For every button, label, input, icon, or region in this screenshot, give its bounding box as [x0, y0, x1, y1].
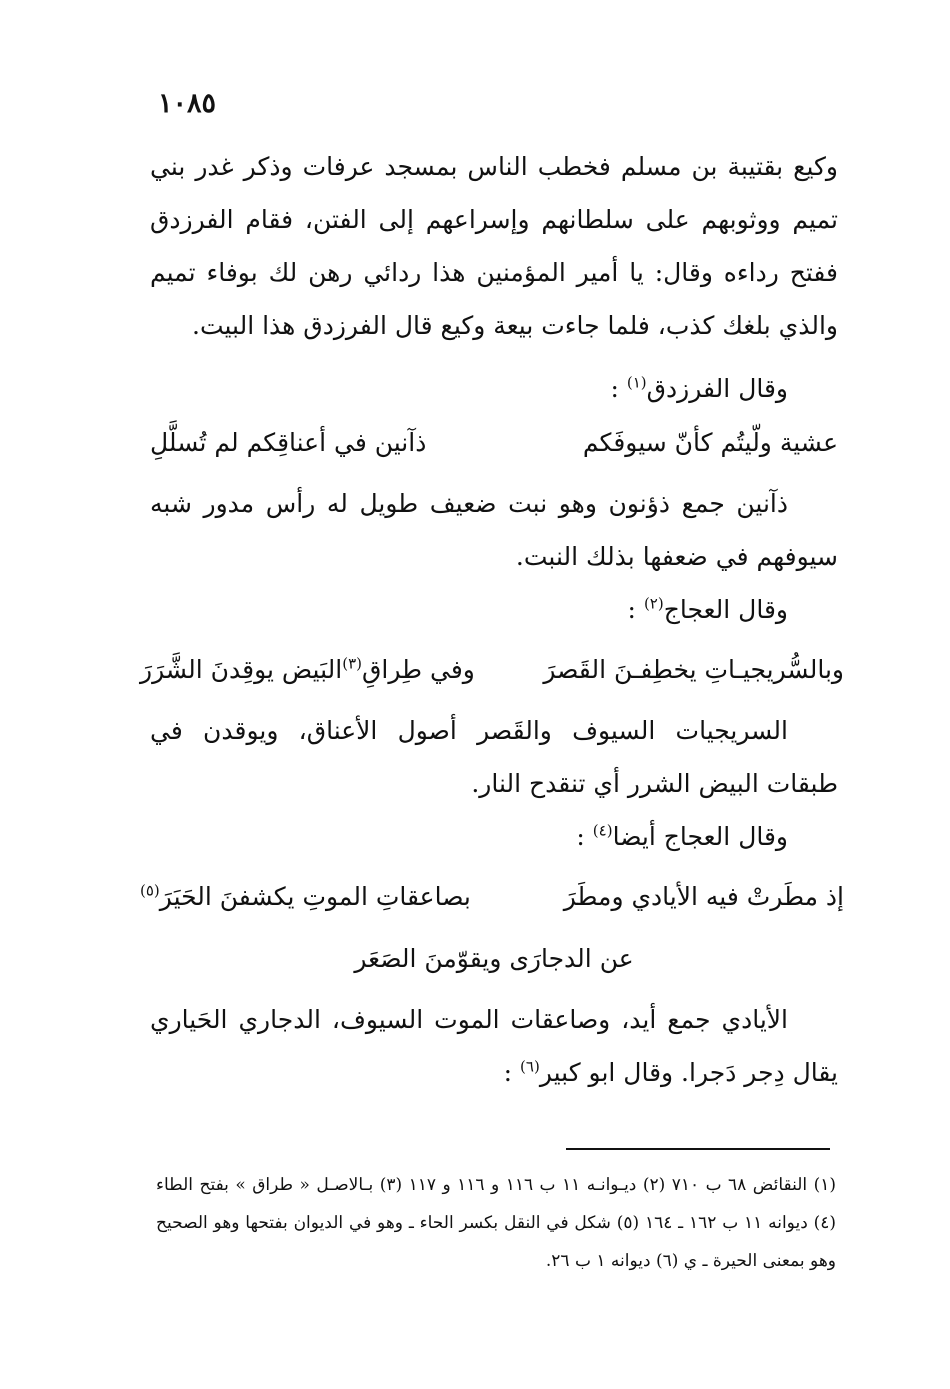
page-body	[140, 140, 844, 1099]
verse-left-hemistich	[140, 642, 475, 698]
footnote-mark: (٤)	[592, 821, 613, 840]
verse-left-text: بصاعقاتِ الموتِ يكشفنَ الحَيَرَ	[159, 882, 471, 911]
intro-paragraph: وكيع بقتيبة بن مسلم فخطب الناس بمسجد عرفات وذكر غدر بني تميم ووثوبهم على سلطانهم وإسراعهم إلى الفتن، فقام الفرزدق ففتح رداءه وقال: يا أمير المؤمنين هذا ردائي رهن لك بوفاء تميم والذي بلغك كذب، فلما جاءت بيعة وكيع قال الفرزدق هذا البيت.	[150, 152, 838, 340]
footnote-mark: (٥)	[140, 881, 160, 900]
verse-left-hemistich: ذآنين في أعناقِكم لم تُسلَّلِ	[150, 428, 427, 457]
gloss-farazdaq: ذآنين جمع ذؤنون وهو نبت ضعيف طويل له رأس مدور شبه سيوفهم في ضعفها بذلك النبت.	[150, 489, 838, 571]
speaker-name: وقال العجاج	[663, 595, 788, 624]
speaker-name: وقال العجاج أيضا	[612, 822, 788, 851]
verse-ajjaj-2	[140, 869, 844, 925]
gloss-colon: :	[503, 1058, 513, 1087]
speaker-colon: :	[627, 595, 636, 624]
verse-centered-line: عن الدجارَى ويقوّمنَ الصَعَر	[354, 944, 634, 973]
gloss-ajjaj-2	[150, 993, 838, 1099]
speaker-name: وقال الفرزدق	[646, 374, 788, 403]
page-number: ١٠٨٥	[158, 88, 217, 119]
footnote-mark: (٢)	[643, 594, 664, 613]
verse-left-pre: وفي طِراقِ	[362, 655, 475, 684]
verse-right-hemistich: وبالسُّريجيـاتِ يخطِفـنَ القَصرَ	[543, 655, 844, 684]
verse-farazdaq	[150, 415, 838, 471]
verse-left-hemistich	[140, 869, 471, 925]
verse-left-post: البَيض يوقِدنَ الشَّرَرَ	[140, 655, 343, 684]
verse-right-hemistich: إذ مطَرتْ فيه الأيادي ومطَرَ	[563, 882, 844, 911]
speaker-line-ajjaj-again	[150, 810, 838, 863]
verse-right-hemistich: عشية ولّيتُم كأنّ سيوفَكم	[582, 428, 838, 457]
gloss-text: الأيادي جمع أيد، وصاعقات الموت السيوف، الدجاري الحَياري يقال دِجر دَجرا. وقال ابو كبير	[150, 1005, 838, 1087]
verse-ajjaj	[140, 642, 844, 698]
footnote-text: (١) النقائض ٦٨ ب ٧١٠ (٢) ديـوانـه ١١ ب ١١٦ و ١١٦ و ١١٧ (٣) بـالاصـل « طراق » بفتح الطاء (٤) ديوانه ١١ ب ١٦٢ ـ ١٦٤ (٥) شكل في النقل بكسر الحاء ـ وهو في الديوان بفتحها وهو الصحيح وهو بمعنى الحيرة ـ ي (٦) ديوانه ١ ب ٢٦.	[156, 1175, 837, 1271]
footnote-divider	[566, 1148, 830, 1150]
footnote-mark: (٣)	[342, 654, 362, 673]
speaker-line-ajjaj	[150, 583, 838, 636]
footnotes	[156, 1166, 836, 1280]
speaker-colon: :	[576, 822, 585, 851]
gloss-ajjaj: السريجيات السيوف والقَصر أصول الأعناق، ويوقدن في طبقات البيض الشرر أي تنقدح النار.	[150, 716, 838, 798]
speaker-line-farazdaq	[150, 362, 838, 415]
speaker-colon: :	[610, 374, 619, 403]
footnote-mark: (١)	[626, 373, 647, 392]
footnote-mark: (٦)	[520, 1057, 540, 1076]
